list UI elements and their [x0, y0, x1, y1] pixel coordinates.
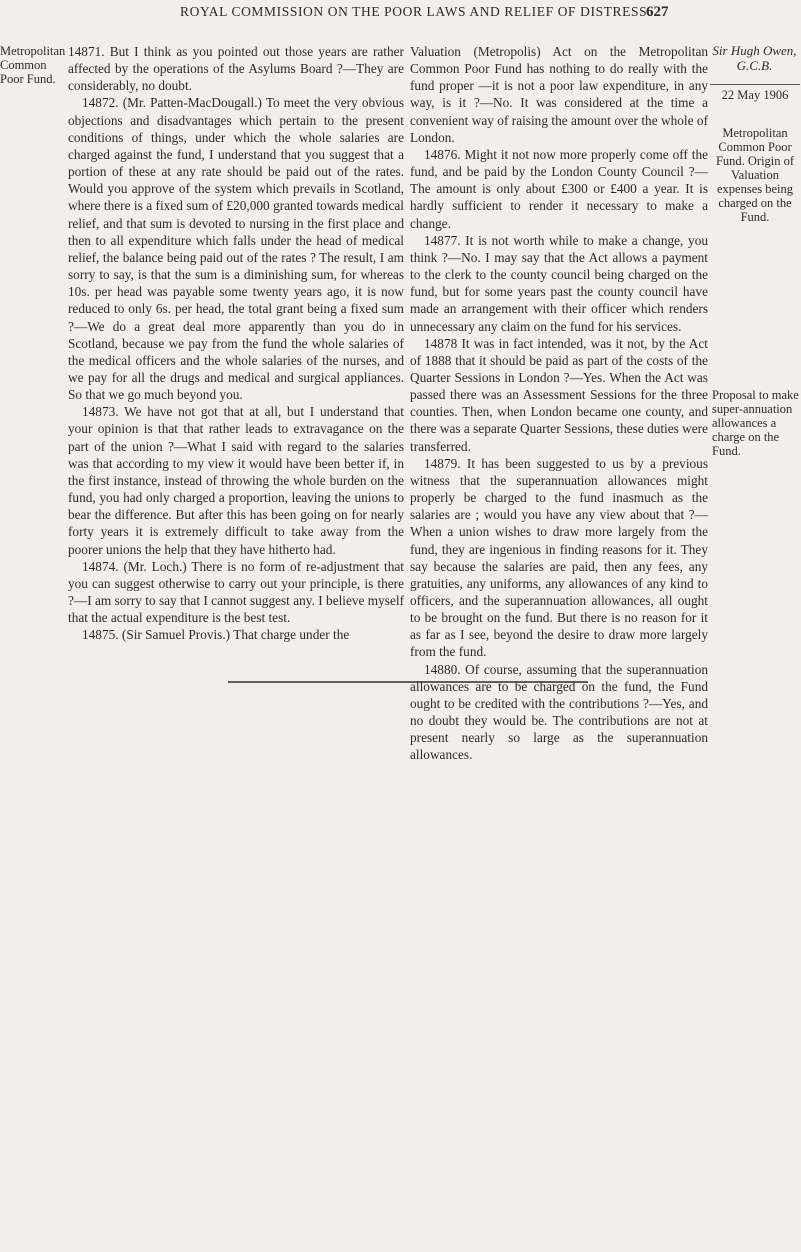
sidenote-metropolitan-common-poor-fund: Metropolitan Common Poor Fund. [0, 44, 66, 86]
paragraph-14875-continued: Valuation (Metropolis) Act on the Metropolitan Common Poor Fund has nothing to do really with the fund proper —it is not a poor law expenditure, in any way, is it ?—No. It was considered at the time a convenient way of raising the amount over the whole of London. [410, 44, 708, 145]
paragraph-14879: 14879. It has been suggested to us by a previous witness that the superannuation allowances might properly be charged to the fund inasmuch as the salaries are ; would you have any view about that ?—When a union wishes to draw more largely from the fund, they are ingenious in finding reasons for it. They say because the salaries are paid, then any fees, any gratuities, any uniforms, any allowances of any kind to officers, and the superannuation allowances, all ought to be brought on the fund. But there is no reason for it as far as I see, beyond the desire to draw more largely from the fund. [410, 455, 708, 660]
paragraph-14878: 14878 It was in fact intended, was it not, by the Act of 1888 that it should be paid as part of the costs of the Quarter Sessions in London ?—Yes. When the Act was passed there was an Assessment Sessions for the three counties. Then, when London became one county, and there was a separate Quarter Sessions, these duties were transferred. [410, 335, 708, 454]
right-column [410, 43, 708, 764]
left-column [68, 43, 404, 643]
paragraph-14871: 14871. But I think as you pointed out those years are rather affected by the operations of the Asylums Board ?—They are considerably, no doubt. [68, 44, 404, 94]
running-header: ROYAL COMMISSION ON THE POOR LAWS AND RELIEF OF DISTRESS. [180, 4, 652, 19]
paragraph-14880: 14880. Of course, assuming that the superannuation allowances are to be charged on the fund, the Fund ought to be credited with the contributions ?—Yes, and no doubt they would be. The contributions are not at present nearly so large as the superannuation allowances. [410, 661, 708, 763]
witness-name: Sir Hugh Owen, G.C.B. [712, 43, 797, 73]
sidenote-superannuation-proposal: Proposal to make super-annuation allowances a charge on the Fund. [712, 388, 799, 458]
paragraph-14874: 14874. (Mr. Loch.) There is no form of re-adjustment that you can suggest otherwise to carry out your principle, is there ?—I am sorry to say that I cannot suggest any. I believe myself that the actual expenditure is the best test. [68, 558, 404, 626]
sidenote-valuation-expenses: Metropolitan Common Poor Fund. Origin of Valuation expenses being charged on the Fund. [715, 126, 795, 224]
paragraph-14877: 14877. It is not worth while to make a change, you think ?—No. I may say that the Act allows a payment to the clerk to the county council being charged on the fund, but for some years past the county council have made an arrangement with their officer which renders unnecessary any claim on the fund for his services. [410, 232, 708, 334]
paragraph-14873: 14873. We have not got that at all, but I understand that your opinion is that that rather leads to extravagance on the part of the union ?—What I said with regard to the salaries was that according to my view it would have been better if, in the first instance, instead of throwing the whole burden on the fund, you had only charged a proportion, leaving the unions to bear the difference. But after this has been going on for nearly forty years it is extremely difficult to take away from the poorer unions the help that they have hitherto had. [68, 404, 404, 557]
paragraph-14875: 14875. (Sir Samuel Provis.) That charge under the [82, 627, 350, 643]
section-divider [228, 681, 588, 683]
witness-date: 22 May 1906 [710, 84, 800, 102]
paragraph-14872: 14872. (Mr. Patten-MacDougall.) To meet the very obvious objections and disadvantages which pertain to the present conditions of things, under which the whole salaries are charged against the fund, I understand that you suggest that a portion of these at any rate should be paid out of the rates. Would you approve of the system which prevails in Scotland, where there is a fixed sum of £20,000 granted towards medical relief, and that sum is devoted to nursing in the first place and then to all expenditure which falls under the head of medical relief, the balance being paid out of the rates ? The result, I am sorry to say, is that the sum is a diminishing sum, for whereas 10s. per head was payable some twenty years ago, it is now reduced to only 6s. per head, the total grant being a fixed sum ?—We do a great deal more apparently than you do in Scotland, because we pay from the fund the whole salaries of the medical officers and the whole salaries of the nurses, and we pay for all the drugs and medical and surgical appliances. So that we go much beyond you. [68, 95, 404, 403]
page-number: 627 [646, 4, 669, 20]
paragraph-14876: 14876. Might it not now more properly come off the fund, and be paid by the London County Council ?—The amount is only about £300 or £400 a year. It is hardly sufficient to render it necessary to make a change. [410, 146, 708, 231]
